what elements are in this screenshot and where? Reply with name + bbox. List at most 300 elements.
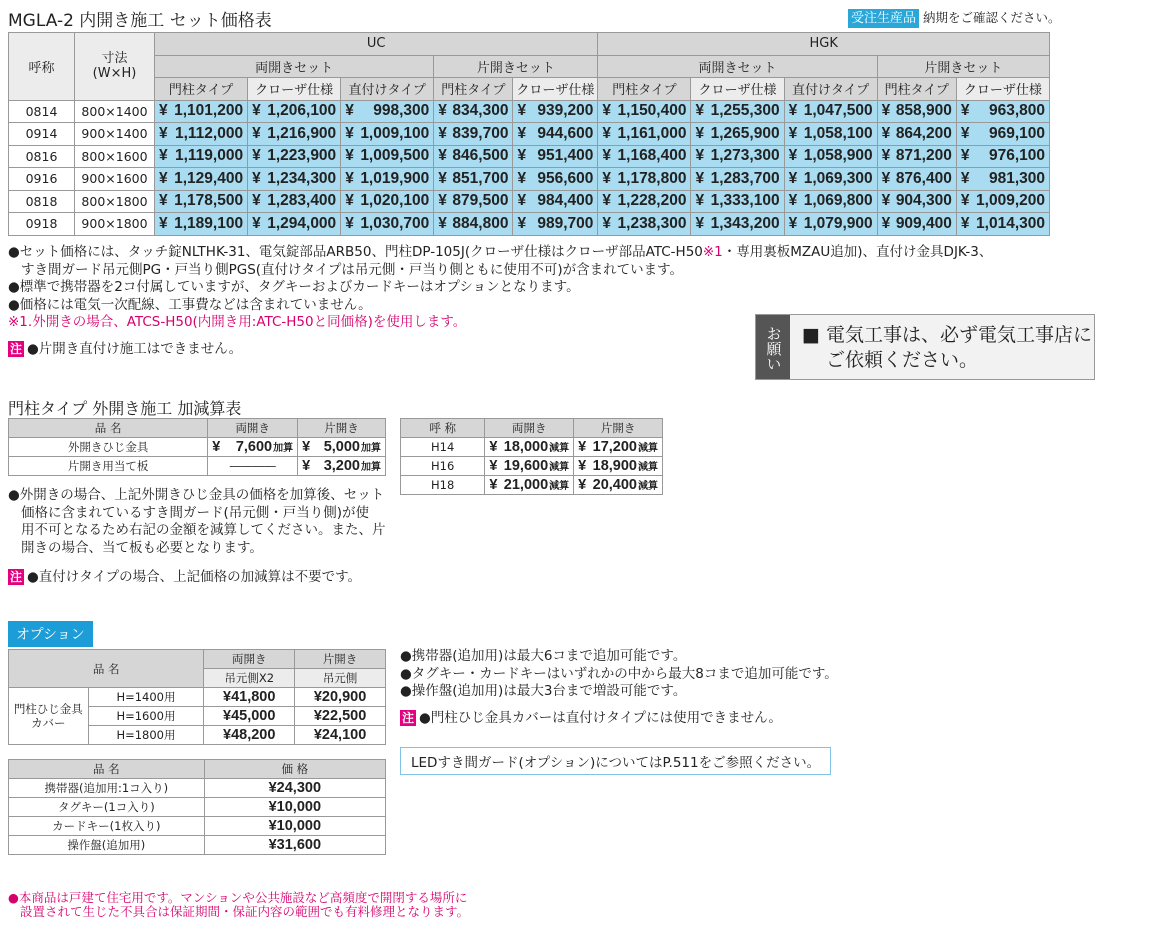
price-cell — [155, 190, 248, 213]
price-value: 1,255,300 — [710, 102, 780, 120]
yen-sign: ¥ — [313, 689, 322, 705]
header-double: 両開き — [208, 419, 298, 438]
price-unit: 減算 — [638, 462, 658, 473]
price-cell — [434, 145, 513, 168]
yen-sign: ¥ — [252, 102, 261, 120]
note-text: ・専用裏板MZAU追加)、直付け金具DJK-3、 — [722, 244, 993, 260]
price-cell — [434, 100, 513, 123]
table-row — [9, 100, 1050, 123]
price-value: 909,400 — [895, 214, 952, 232]
price-value: 879,500 — [452, 192, 509, 210]
yen-sign: ¥ — [345, 169, 354, 187]
yen-sign: ¥ — [578, 458, 587, 474]
yen-sign: ¥ — [159, 147, 168, 165]
header-item: 品 名 — [9, 419, 208, 438]
table-row — [9, 145, 1050, 168]
yen-sign: ¥ — [695, 102, 705, 120]
yen-sign: ¥ — [881, 147, 891, 165]
header-item: 品 名 — [9, 760, 205, 779]
price-cell — [341, 190, 434, 213]
price-cell — [598, 100, 691, 123]
price-cell — [204, 707, 295, 726]
note-line: ●携帯器(追加用)は最大6コまで追加可能です。 — [400, 648, 687, 664]
price-value: 1,178,800 — [617, 169, 687, 187]
price-cell — [204, 817, 385, 836]
note-line: ※1.外開きの場合、ATCS-H50(内開き用:ATC-H50と同価格)を使用します。 — [8, 314, 467, 330]
row-name: 0814 — [9, 100, 75, 123]
price-value: 20,900 — [321, 689, 367, 705]
yen-sign: ¥ — [438, 124, 447, 142]
price-cell — [513, 213, 598, 236]
price-cell — [248, 123, 341, 146]
table-row — [9, 213, 1050, 236]
price-value: 939,200 — [537, 102, 594, 120]
price-value: 1,019,900 — [360, 169, 430, 187]
yen-sign: ¥ — [345, 102, 354, 120]
price-value: 1,283,700 — [710, 169, 780, 187]
price-cell — [434, 123, 513, 146]
price-value: 1,079,900 — [803, 214, 873, 232]
price-cell — [877, 213, 956, 236]
price-value: 1,343,200 — [710, 214, 780, 232]
price-cell — [204, 726, 295, 745]
yen-sign: ¥ — [268, 780, 277, 796]
price-cell — [155, 168, 248, 191]
note-text: ●セット価格には、タッチ錠NLTHK-31、電気錠部品ARB50、門柱DP-105J(クローザ仕様はクローザ部品ATC-H50 — [8, 244, 703, 260]
price-cell — [691, 145, 784, 168]
yen-sign: ¥ — [960, 102, 970, 120]
header-direct: 直付けタイプ — [784, 78, 877, 101]
adjust-table-2 — [400, 418, 663, 495]
price-cell — [877, 100, 956, 123]
yen-sign: ¥ — [313, 708, 322, 724]
caution-icon: 注 — [402, 710, 415, 725]
price-value: 1,238,300 — [617, 214, 687, 232]
price-cell — [341, 100, 434, 123]
header-closer: クローザ仕様 — [513, 78, 598, 101]
row-name: H18 — [401, 476, 485, 495]
note-line: ●操作盤(追加用)は最大3台まで増設可能です。 — [400, 683, 687, 699]
yen-sign: ¥ — [881, 192, 891, 210]
table-row — [9, 779, 386, 798]
table-row — [401, 476, 663, 495]
price-value: 24,100 — [321, 727, 367, 743]
price-cell — [248, 168, 341, 191]
yen-sign: ¥ — [159, 124, 168, 142]
price-unit: 加算 — [273, 443, 294, 454]
price-cell — [155, 123, 248, 146]
row-size: 800×1400 — [75, 100, 155, 123]
adjust-table-1 — [8, 418, 386, 476]
price-cell — [155, 213, 248, 236]
note-line: ●価格には電気一次配線、工事費などは含まれていません。 — [8, 296, 372, 313]
yen-sign: ¥ — [252, 214, 261, 232]
price-cell — [204, 798, 385, 817]
price-value: 21,000 — [503, 477, 549, 493]
yen-sign: ¥ — [313, 727, 322, 743]
table-row — [401, 438, 663, 457]
price-cell — [877, 145, 956, 168]
note-line — [8, 244, 1068, 262]
price-cell — [598, 123, 691, 146]
row-name: H14 — [401, 438, 485, 457]
option-label: オプション — [8, 621, 93, 647]
yen-sign: ¥ — [268, 837, 277, 853]
header-gatepost: 門柱タイプ — [877, 78, 956, 101]
price-cell — [691, 168, 784, 191]
caution-line — [400, 710, 960, 728]
price-value: 876,400 — [895, 169, 952, 187]
yen-sign: ¥ — [345, 192, 354, 210]
price-value: 1,283,400 — [267, 192, 337, 210]
request-line: ご依頼ください。 — [826, 349, 979, 371]
header-hgk-single: 片開きセット — [877, 55, 1049, 78]
price-value: 1,228,200 — [617, 192, 687, 210]
price-cell — [574, 476, 663, 495]
yen-sign: ¥ — [695, 214, 705, 232]
yen-sign: ¥ — [788, 214, 798, 232]
table-row — [9, 168, 1050, 191]
row-name: 0816 — [9, 145, 75, 168]
price-cell — [204, 779, 385, 798]
yen-sign: ¥ — [517, 169, 527, 187]
price-value: 951,400 — [537, 147, 594, 165]
price-cell — [956, 100, 1049, 123]
price-wrap — [302, 439, 381, 455]
price-value: 834,300 — [452, 102, 509, 120]
price-unit: 減算 — [549, 462, 570, 473]
price-value: 1,168,400 — [617, 147, 687, 165]
item-name: 門柱ひじ金具 カバー — [9, 688, 89, 745]
yen-sign: ¥ — [788, 147, 798, 165]
header-name: 呼 称 — [401, 419, 485, 438]
yen-sign: ¥ — [517, 147, 527, 165]
price-cell — [485, 438, 574, 457]
price-value: 984,400 — [537, 192, 594, 210]
yen-sign: ¥ — [517, 102, 527, 120]
yen-sign: ¥ — [960, 214, 970, 232]
led-reference-box: LEDすき間ガード(オプション)についてはP.511をご参照ください。 — [400, 747, 831, 775]
price-wrap — [489, 439, 569, 455]
price-value: 884,800 — [452, 214, 509, 232]
price-value: 1,047,500 — [803, 102, 873, 120]
row-size: 900×1400 — [75, 123, 155, 146]
request-line: ■ 電気工事は、必ず電気工事店に — [802, 324, 1092, 346]
yen-sign: ¥ — [268, 818, 277, 834]
price-value: 851,700 — [452, 169, 509, 187]
price-value: 31,600 — [276, 837, 322, 853]
price-value: 1,030,700 — [360, 214, 430, 232]
price-cell — [513, 168, 598, 191]
price-unit: 減算 — [638, 481, 658, 492]
price-unit: 減算 — [549, 443, 570, 454]
table-row — [9, 817, 386, 836]
yen-sign: ¥ — [159, 169, 168, 187]
yen-sign: ¥ — [788, 102, 798, 120]
header-closer: クローザ仕様 — [956, 78, 1049, 101]
price-value: 1,014,300 — [976, 214, 1045, 232]
item-name: カードキー(1枚入り) — [9, 817, 205, 836]
yen-sign: ¥ — [602, 169, 612, 187]
table-row — [401, 457, 663, 476]
price-cell — [513, 145, 598, 168]
yen-sign: ¥ — [788, 124, 798, 142]
price-value: 1,069,300 — [803, 169, 873, 187]
yen-sign: ¥ — [345, 147, 354, 165]
price-value: 1,009,100 — [360, 124, 430, 142]
yen-sign: ¥ — [881, 169, 891, 187]
price-wrap — [578, 439, 658, 455]
table-row — [9, 190, 1050, 213]
footer-line: ●本商品は戸建て住宅用です。マンションや公共施設など高頻度で開閉する場所に — [8, 890, 468, 905]
price-cell — [204, 688, 295, 707]
price-value: 1,150,400 — [617, 102, 687, 120]
yen-sign: ¥ — [252, 124, 261, 142]
price-value: 1,129,400 — [174, 169, 244, 187]
header-single: 片開き — [298, 419, 386, 438]
price-wrap — [578, 458, 658, 474]
price-cell — [956, 190, 1049, 213]
yen-sign: ¥ — [960, 169, 970, 187]
price-value: 22,500 — [321, 708, 367, 724]
header-single: 片開き — [295, 650, 386, 669]
delivery-note: 納期をご確認ください。 — [923, 10, 1061, 25]
row-size: 800×1600 — [75, 145, 155, 168]
item-name: 外開きひじ金具 — [9, 438, 208, 457]
price-cell — [155, 145, 248, 168]
price-value: 3,200 — [323, 458, 360, 474]
price-cell — [574, 438, 663, 457]
item-size: H=1800用 — [88, 726, 204, 745]
made-to-order-badge: 受注生産品 — [848, 9, 919, 28]
price-cell — [956, 213, 1049, 236]
header-name: 呼称 — [9, 33, 75, 101]
price-value: 17,200 — [592, 439, 637, 455]
price-cell — [877, 123, 956, 146]
price-value: 18,000 — [503, 439, 549, 455]
header-hgk-double: 両開きセット — [598, 55, 877, 78]
price-value: 1,189,100 — [174, 214, 244, 232]
empty-cell: ―――― — [208, 457, 298, 476]
price-cell — [341, 168, 434, 191]
header-single: 片開き — [574, 419, 663, 438]
yen-sign: ¥ — [517, 124, 527, 142]
yen-sign: ¥ — [578, 477, 587, 493]
price-wrap — [212, 439, 293, 455]
price-cell — [691, 123, 784, 146]
caution-text: ●門柱ひじ金具カバーは直付けタイプには使用できません。 — [419, 709, 782, 726]
price-cell — [295, 707, 386, 726]
price-cell — [574, 457, 663, 476]
table-row — [9, 798, 386, 817]
yen-sign: ¥ — [438, 214, 447, 232]
yen-sign: ¥ — [252, 147, 261, 165]
price-value: 1,058,900 — [803, 147, 873, 165]
price-value: 963,800 — [988, 102, 1045, 120]
price-value: 18,900 — [592, 458, 637, 474]
price-value: 864,200 — [895, 124, 952, 142]
price-value: 20,400 — [592, 477, 637, 493]
yen-sign: ¥ — [517, 214, 527, 232]
price-value: 871,200 — [895, 147, 952, 165]
option-notes — [400, 648, 960, 727]
yen-sign: ¥ — [695, 169, 705, 187]
price-value: 858,900 — [895, 102, 952, 120]
price-cell — [208, 438, 298, 457]
header-single-sub: 吊元側 — [295, 669, 386, 688]
item-name: タグキー(1コ入り) — [9, 798, 205, 817]
yen-sign: ¥ — [517, 192, 527, 210]
yen-sign: ¥ — [223, 727, 232, 743]
item-name: 片開き用当て板 — [9, 457, 208, 476]
footer-line: 設置されて生じた不具合は保証期間・保証内容の範囲でも有料修理となります。 — [20, 904, 470, 919]
yen-sign: ¥ — [960, 192, 970, 210]
price-value: 846,500 — [452, 147, 509, 165]
yen-sign: ¥ — [438, 102, 447, 120]
order-note — [848, 7, 1061, 26]
header-price: 価 格 — [204, 760, 385, 779]
price-value: 1,009,200 — [976, 192, 1045, 210]
yen-sign: ¥ — [489, 477, 498, 493]
price-unit: 減算 — [549, 481, 570, 492]
price-value: 45,000 — [231, 708, 276, 724]
item-name: 操作盤(追加用) — [9, 836, 205, 855]
note-line: ●標準で携帯器を2コ付属していますが、タグキーおよびカードキーはオプションとなります。 — [8, 279, 580, 295]
note-line: ●タグキー・カードキーはいずれかの中から最大8コまで追加可能です。 — [400, 665, 838, 682]
yen-sign: ¥ — [602, 147, 612, 165]
price-value: 1,119,000 — [174, 147, 244, 165]
note-mark: ※1 — [702, 244, 723, 260]
row-name: 0916 — [9, 168, 75, 191]
header-size: 寸法 (W×H) — [75, 33, 155, 101]
row-name: 0918 — [9, 213, 75, 236]
price-value: 1,058,100 — [803, 124, 873, 142]
price-value: 904,300 — [895, 192, 952, 210]
price-cell — [341, 123, 434, 146]
yen-sign: ¥ — [881, 214, 891, 232]
request-box — [755, 314, 1095, 380]
price-value: 969,100 — [988, 124, 1045, 142]
header-direct: 直付けタイプ — [341, 78, 434, 101]
caution-icon: 注 — [10, 570, 23, 584]
price-cell — [877, 190, 956, 213]
yen-sign: ¥ — [881, 102, 891, 120]
price-cell — [691, 100, 784, 123]
price-cell — [298, 457, 386, 476]
price-cell — [956, 168, 1049, 191]
price-cell — [248, 100, 341, 123]
price-value: 1,101,200 — [174, 102, 244, 120]
item-name: 携帯器(追加用:1コ入り) — [9, 779, 205, 798]
request-label: お願い — [756, 315, 790, 379]
price-cell — [691, 213, 784, 236]
header-gatepost: 門柱タイプ — [434, 78, 513, 101]
price-value: 976,100 — [988, 147, 1045, 165]
page-title: MGLA-2 内開き施工 セット価格表 — [8, 11, 272, 31]
note-line: 開きの場合、当て板も必要となります。 — [21, 539, 263, 556]
price-cell — [784, 168, 877, 191]
price-value: 24,300 — [276, 780, 322, 796]
row-size: 900×1600 — [75, 168, 155, 191]
yen-sign: ¥ — [489, 439, 498, 455]
table-row — [9, 438, 386, 457]
price-cell — [341, 145, 434, 168]
price-value: 10,000 — [276, 799, 322, 815]
header-uc-double: 両開きセット — [155, 55, 434, 78]
header-gatepost: 門柱タイプ — [598, 78, 691, 101]
section-title: 門柱タイプ 外開き施工 加減算表 — [8, 399, 242, 418]
price-value: 1,273,300 — [710, 147, 780, 165]
price-value: 5,000 — [323, 439, 360, 455]
yen-sign: ¥ — [438, 147, 447, 165]
price-cell — [784, 145, 877, 168]
row-size: 900×1800 — [75, 213, 155, 236]
yen-sign: ¥ — [578, 439, 587, 455]
header-double-sub: 吊元側X2 — [204, 669, 295, 688]
yen-sign: ¥ — [159, 214, 168, 232]
yen-sign: ¥ — [695, 124, 705, 142]
table-row — [9, 688, 386, 707]
header-closer: クローザ仕様 — [248, 78, 341, 101]
adjust-notes — [8, 487, 398, 587]
price-value: 1,294,000 — [267, 214, 337, 232]
row-name: 0818 — [9, 190, 75, 213]
footer-note — [8, 891, 469, 919]
header-double: 両開き — [204, 650, 295, 669]
price-cell — [784, 100, 877, 123]
row-name: H16 — [401, 457, 485, 476]
price-cell — [598, 145, 691, 168]
yen-sign: ¥ — [159, 192, 168, 210]
yen-sign: ¥ — [960, 147, 970, 165]
price-cell — [434, 168, 513, 191]
price-cell — [956, 123, 1049, 146]
price-cell — [485, 457, 574, 476]
yen-sign: ¥ — [695, 147, 705, 165]
note-line: ●外開きの場合、上記外開きひじ金具の価格を加算後、セット — [8, 487, 385, 503]
price-wrap — [578, 477, 658, 493]
price-cell — [513, 100, 598, 123]
price-cell — [784, 213, 877, 236]
yen-sign: ¥ — [695, 192, 705, 210]
yen-sign: ¥ — [159, 102, 168, 120]
header-uc-single: 片開きセット — [434, 55, 598, 78]
price-value: 1,223,900 — [267, 147, 337, 165]
item-size: H=1600用 — [88, 707, 204, 726]
price-cell — [248, 190, 341, 213]
price-value: 1,069,800 — [803, 192, 873, 210]
yen-sign: ¥ — [345, 214, 354, 232]
price-value: 1,234,300 — [267, 169, 337, 187]
price-value: 989,700 — [537, 214, 594, 232]
price-value: 1,112,000 — [174, 124, 244, 142]
price-cell — [248, 145, 341, 168]
note-line: 価格に含まれているすき間ガード(吊元側・戸当り側)が使 — [21, 504, 370, 521]
price-unit: 加算 — [361, 443, 381, 454]
header-closer: クローザ仕様 — [691, 78, 784, 101]
yen-sign: ¥ — [438, 192, 447, 210]
price-wrap — [302, 458, 381, 474]
price-value: 839,700 — [452, 124, 509, 142]
price-wrap — [489, 458, 569, 474]
caution-line — [8, 569, 398, 587]
option-table-1 — [8, 649, 386, 745]
price-value: 1,265,900 — [710, 124, 780, 142]
price-cell — [784, 190, 877, 213]
price-value: 1,161,000 — [617, 124, 687, 142]
request-text — [802, 323, 1092, 373]
price-value: 1,216,900 — [267, 124, 337, 142]
